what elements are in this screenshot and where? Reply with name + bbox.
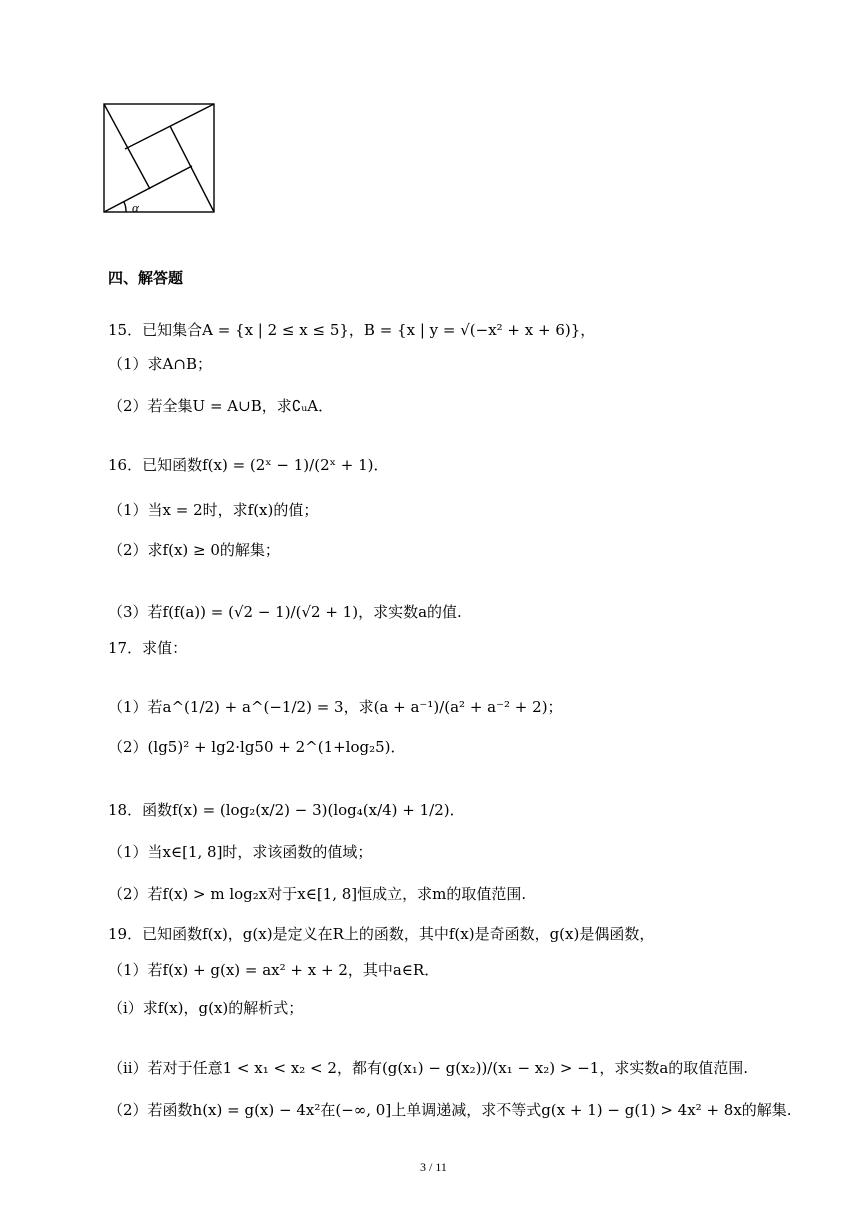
page-number: 3 / 11 — [420, 1160, 447, 1174]
pinwheel-square-figure — [0, 0, 867, 230]
problem-15-stem: 15．已知集合A = {x | 2 ≤ x ≤ 5}，B = {x | y = √(−x² + x + 6)}， — [108, 321, 596, 339]
problem-19-part-1-ii: （ii）若对于任意1 < x₁ < x₂ < 2，都有(g(x₁) − g(x₂))/(x₁ − x₂) > −1，求实数a的取值范围. — [108, 1059, 749, 1077]
problem-15-part-2: （2）若全集U = A∪B，求∁ᵤA． — [108, 397, 334, 415]
problem-18-stem: 18．函数f(x) = (log₂(x/2) − 3)(log₄(x/4) + 1/2)． — [108, 801, 465, 819]
problem-18-part-1: （1）当x∈[1, 8]时，求该函数的值域； — [108, 843, 373, 861]
problem-19-part-1-i: （i）求f(x)，g(x)的解析式； — [108, 999, 304, 1017]
problem-19-part-2: （2）若函数h(x) = g(x) − 4x²在(−∞, 0]上单调递减，求不等式g(x + 1) − g(1) > 4x² + 8x的解集. — [108, 1101, 792, 1119]
angle-label: α — [132, 200, 139, 215]
problem-17-stem: 17．求值： — [108, 639, 188, 657]
problem-19-part-1: （1）若f(x) + g(x) = ax² + x + 2，其中a∈R． — [108, 961, 440, 979]
problem-15-part-1: （1）求A∩B； — [108, 355, 212, 373]
problem-19-stem: 19．已知函数f(x)，g(x)是定义在R上的函数，其中f(x)是奇函数，g(x)是偶函数， — [108, 925, 655, 943]
problem-18-part-2: （2）若f(x) > m log₂x对于x∈[1, 8]恒成立，求m的取值范围. — [108, 885, 527, 903]
problem-17-part-2: （2）(lg5)² + lg2·lg50 + 2^(1+log₂5)． — [108, 738, 406, 756]
problem-16-stem: 16．已知函数f(x) = (2ˣ − 1)/(2ˣ + 1)． — [108, 456, 389, 474]
problem-17-part-1: （1）若a^(1/2) + a^(−1/2) = 3，求(a + a⁻¹)/(a² + a⁻² + 2)； — [108, 698, 563, 716]
section-heading: 四、解答题 — [108, 269, 184, 287]
problem-16-part-2: （2）求f(x) ≥ 0的解集； — [108, 541, 280, 559]
problem-16-part-1: （1）当x = 2时，求f(x)的值； — [108, 501, 319, 519]
problem-16-part-3: （3）若f(f(a)) = (√2 − 1)/(√2 + 1)，求实数a的值. — [108, 603, 462, 621]
